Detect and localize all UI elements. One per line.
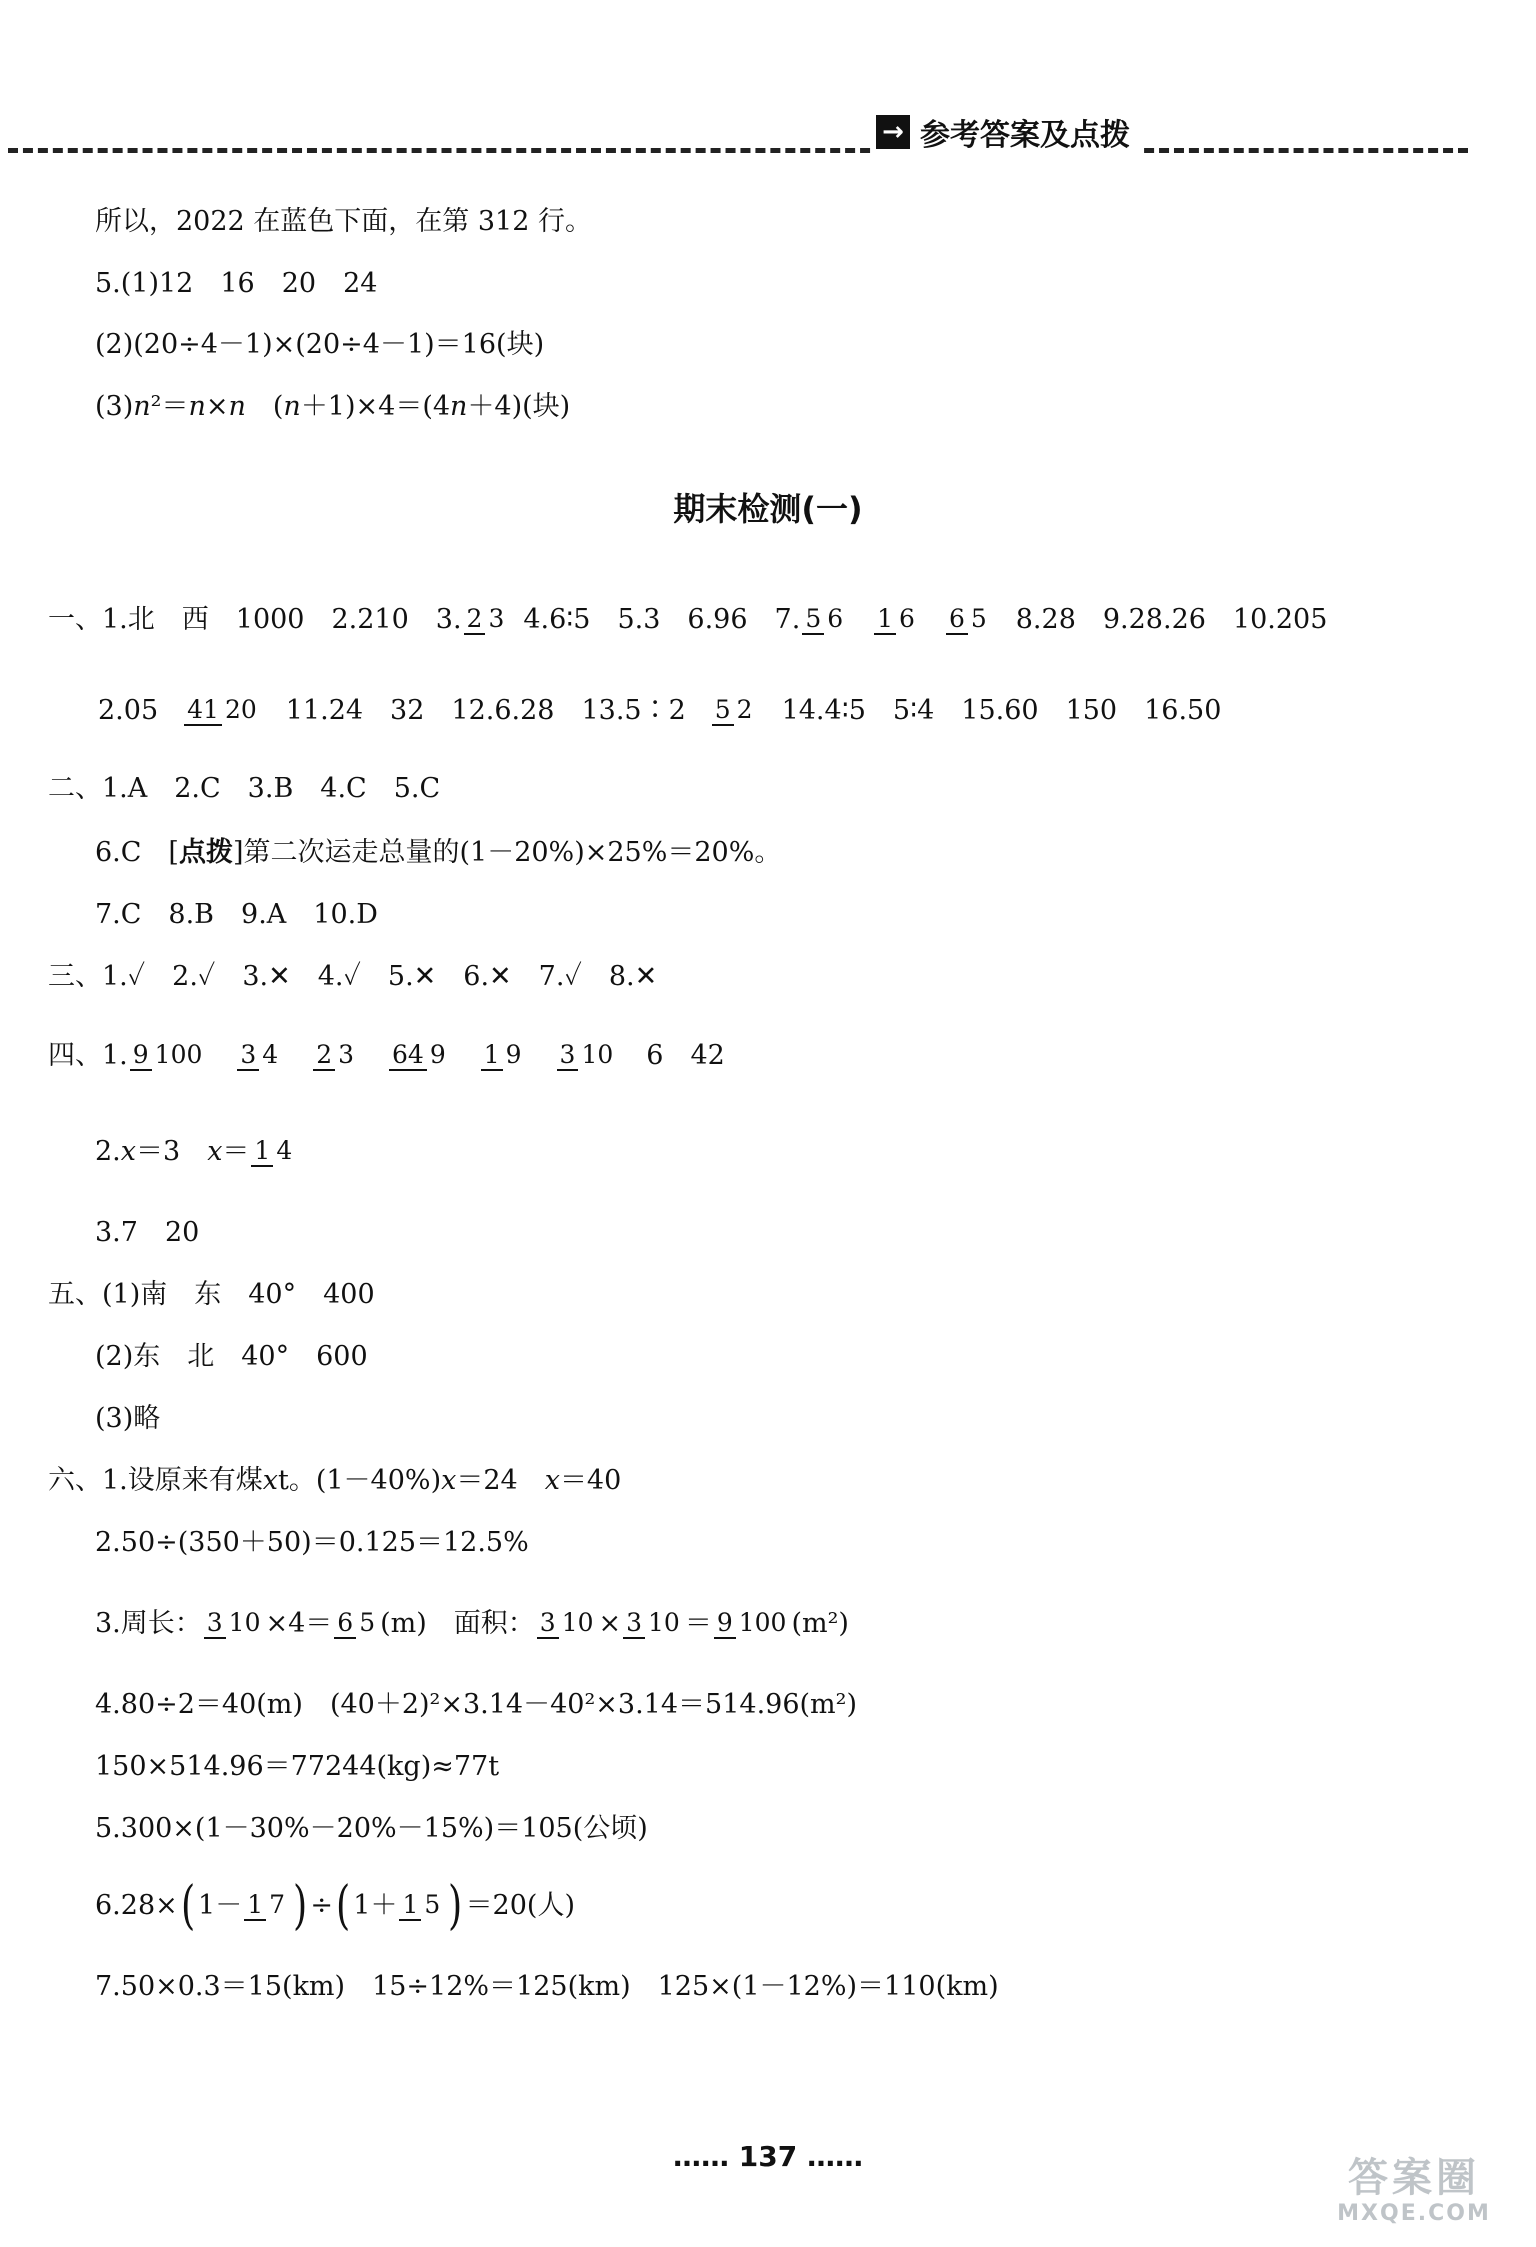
numerator: 2 bbox=[313, 1041, 335, 1071]
big-paren: ( bbox=[336, 1876, 351, 1936]
var-x: x bbox=[544, 1465, 560, 1496]
line-text: 6 42 bbox=[646, 1040, 725, 1071]
line-text: ＝20(人) bbox=[465, 1890, 575, 1921]
page-number: …… 137 …… bbox=[673, 2140, 863, 2173]
numerator: 3 bbox=[204, 1609, 226, 1639]
part5-line3 bbox=[95, 1402, 160, 1436]
numerator: 64 bbox=[389, 1041, 427, 1071]
fraction bbox=[204, 1609, 264, 1639]
fraction bbox=[389, 1041, 449, 1071]
var-x: x bbox=[207, 1136, 223, 1167]
big-paren: ) bbox=[448, 1876, 463, 1936]
denominator: 7 bbox=[269, 1890, 286, 1919]
fraction bbox=[802, 605, 846, 635]
fraction bbox=[946, 605, 990, 635]
denominator: 9 bbox=[505, 1040, 522, 1069]
fraction bbox=[712, 696, 756, 726]
numerator: 3 bbox=[537, 1609, 559, 1639]
numerator: 1 bbox=[251, 1137, 273, 1167]
fraction bbox=[130, 1041, 206, 1071]
line-text: 14.4∶5 5∶4 15.60 150 16.50 bbox=[781, 695, 1222, 726]
line-text: 所以，2022 在蓝色下面，在第 312 行。 bbox=[95, 206, 592, 237]
numerator: 5 bbox=[802, 605, 824, 635]
line-text: ＋4)(块) bbox=[467, 391, 571, 422]
numerator: 41 bbox=[184, 696, 222, 726]
fraction bbox=[537, 1609, 597, 1639]
part6-line3 bbox=[95, 1592, 849, 1656]
denominator: 6 bbox=[827, 604, 844, 633]
line-text: 2. bbox=[95, 1136, 121, 1167]
var-n: n bbox=[188, 391, 206, 422]
text-line bbox=[95, 205, 592, 239]
fraction bbox=[464, 605, 508, 635]
numerator: 2 bbox=[464, 605, 486, 635]
fraction bbox=[557, 1041, 617, 1071]
line-text: (2)(20÷4－1)×(20÷4－1)＝16(块) bbox=[95, 329, 545, 360]
line-text: 六、1.设原来有煤 bbox=[48, 1465, 263, 1496]
header-title: 参考答案及点拨 bbox=[920, 118, 1130, 153]
denominator: 10 bbox=[581, 1040, 614, 1069]
line-text: 6.C [ bbox=[95, 837, 179, 868]
fraction bbox=[244, 1891, 288, 1921]
part4-line2 bbox=[95, 1120, 297, 1184]
line-text: 150×514.96＝77244(kg)≈77t bbox=[95, 1751, 500, 1782]
numerator: 6 bbox=[946, 605, 968, 635]
numerator: 9 bbox=[714, 1609, 736, 1639]
hint-label: 点拨 bbox=[178, 837, 233, 868]
watermark-url: MXQE.COM bbox=[1337, 2201, 1491, 2226]
denominator: 4 bbox=[262, 1040, 279, 1069]
line-text: 四、1. bbox=[48, 1040, 128, 1071]
line-text: 一、1.北 西 1000 2.210 3. bbox=[48, 604, 462, 635]
line-text: ＝24 bbox=[456, 1465, 545, 1496]
line-text: 8.28 9.28.26 10.205 bbox=[1015, 604, 1328, 635]
line-text: 4.80÷2＝40(m) (40＋2)²×3.14－40²×3.14＝514.96(m²) bbox=[95, 1689, 857, 1720]
denominator: 100 bbox=[738, 1608, 787, 1637]
part1-line2 bbox=[98, 678, 1221, 744]
denominator: 10 bbox=[648, 1608, 680, 1637]
numerator: 9 bbox=[130, 1041, 152, 1071]
line-text: × bbox=[205, 391, 229, 422]
line-text: 5.300×(1－30%－20%－15%)＝105(公顷) bbox=[95, 1813, 648, 1844]
line-text: ＝3 bbox=[136, 1136, 208, 1167]
part6-line8 bbox=[95, 1970, 999, 2004]
big-paren: ( bbox=[180, 1876, 196, 1936]
line-text: 6.28× bbox=[95, 1890, 178, 1921]
part3-line1 bbox=[48, 960, 657, 994]
part5-line1 bbox=[48, 1278, 375, 1312]
fraction bbox=[874, 605, 918, 635]
part6-line2 bbox=[95, 1526, 529, 1560]
numerator: 1 bbox=[874, 605, 896, 635]
watermark-text: 答案圈 bbox=[1348, 2155, 1480, 2201]
line-text: 7.50×0.3＝15(km) 15÷12%＝125(km) 125×(1－12%)＝110(km) bbox=[95, 1971, 999, 2002]
part4-line3 bbox=[95, 1216, 199, 1250]
denominator: 5 bbox=[359, 1608, 376, 1637]
fraction bbox=[184, 696, 260, 726]
denominator: 5 bbox=[970, 604, 987, 633]
fraction bbox=[237, 1041, 281, 1071]
header bbox=[872, 110, 1142, 154]
line-text: (m²) bbox=[791, 1608, 849, 1639]
part6-line5 bbox=[95, 1750, 499, 1784]
line-text: ]第二次运走总量的(1－20%)×25%＝20%。 bbox=[232, 837, 782, 868]
line-text: 5.(1)12 16 20 24 bbox=[95, 268, 378, 299]
line-text: ＝ bbox=[684, 1608, 712, 1639]
line-text: t。(1－40%) bbox=[278, 1465, 442, 1496]
part6-line1 bbox=[48, 1464, 621, 1498]
line-text: 3.周长： bbox=[95, 1608, 202, 1639]
fraction bbox=[313, 1041, 357, 1071]
line-text: ( bbox=[245, 391, 284, 422]
line-text: (3)略 bbox=[95, 1403, 161, 1434]
text-line bbox=[95, 267, 377, 301]
part1-line1 bbox=[48, 590, 1327, 650]
line-text: × bbox=[598, 1608, 622, 1639]
line-text: (2)东 北 40° 600 bbox=[95, 1341, 368, 1372]
line-text: 1＋ bbox=[353, 1890, 398, 1921]
line-text: ²＝ bbox=[150, 391, 189, 422]
denominator: 9 bbox=[429, 1040, 446, 1069]
line-text: ＋1)×4＝(4 bbox=[300, 391, 451, 422]
header-divider bbox=[8, 148, 1468, 153]
line-text: ×4＝ bbox=[265, 1608, 333, 1639]
numerator: 3 bbox=[623, 1609, 645, 1639]
line-text: 3.7 20 bbox=[95, 1217, 200, 1248]
fraction bbox=[251, 1137, 295, 1167]
part5-line2 bbox=[95, 1340, 368, 1374]
part2-line1 bbox=[48, 772, 440, 806]
var-x: x bbox=[120, 1136, 136, 1167]
denominator: 5 bbox=[424, 1890, 441, 1919]
fraction bbox=[481, 1041, 525, 1071]
numerator: 3 bbox=[557, 1041, 579, 1071]
var-n: n bbox=[450, 391, 468, 422]
text-line bbox=[95, 390, 570, 424]
part6-line4 bbox=[95, 1688, 857, 1722]
line-text: 4.6∶5 5.3 6.96 7. bbox=[523, 604, 801, 635]
denominator: 3 bbox=[338, 1040, 355, 1069]
denominator: 100 bbox=[154, 1040, 203, 1069]
part2-line3 bbox=[95, 898, 378, 932]
fraction bbox=[714, 1609, 790, 1639]
numerator: 1 bbox=[481, 1041, 503, 1071]
numerator: 1 bbox=[399, 1891, 421, 1921]
denominator: 2 bbox=[736, 695, 753, 724]
part2-line2 bbox=[95, 836, 781, 870]
line-text: 1－ bbox=[198, 1890, 243, 1921]
numerator: 1 bbox=[244, 1891, 266, 1921]
line-text: (m) 面积： bbox=[380, 1608, 535, 1639]
var-n: n bbox=[228, 391, 246, 422]
line-text: 三、1.✓ 2.✓ 3.✕ 4.✓ 5.✕ 6.✕ 7.✓ 8.✕ bbox=[48, 961, 658, 992]
var-x: x bbox=[441, 1465, 457, 1496]
numerator: 3 bbox=[237, 1041, 259, 1071]
watermark-logo bbox=[1314, 2155, 1514, 2235]
var-n: n bbox=[133, 391, 151, 422]
line-text: 7.C 8.B 9.A 10.D bbox=[95, 899, 378, 930]
line-text: ÷ bbox=[310, 1890, 333, 1921]
denominator: 10 bbox=[228, 1608, 261, 1637]
section-title: 期末检测(一) bbox=[673, 490, 863, 528]
fraction bbox=[399, 1891, 443, 1921]
part6-line7 bbox=[95, 1874, 575, 1938]
part6-line6 bbox=[95, 1812, 648, 1846]
numerator: 5 bbox=[712, 696, 734, 726]
line-text: 2.50÷(350＋50)＝0.125＝12.5% bbox=[95, 1527, 529, 1558]
line-text: 五、(1)南 东 40° 400 bbox=[48, 1279, 375, 1310]
denominator: 4 bbox=[276, 1136, 293, 1165]
fraction bbox=[334, 1609, 378, 1639]
line-text: 2.05 bbox=[98, 695, 159, 726]
denominator: 10 bbox=[561, 1608, 594, 1637]
denominator: 20 bbox=[224, 695, 257, 724]
numerator: 6 bbox=[334, 1609, 356, 1639]
line-text: 11.24 32 12.6.28 13.5∶2 bbox=[285, 695, 686, 726]
arrow-right-icon: → bbox=[876, 115, 910, 149]
denominator: 6 bbox=[899, 604, 915, 633]
line-text: ＝40 bbox=[559, 1465, 622, 1496]
fraction bbox=[623, 1609, 683, 1639]
line-text: (3) bbox=[95, 391, 134, 422]
text-line bbox=[95, 328, 544, 362]
var-x: x bbox=[262, 1465, 278, 1496]
var-n: n bbox=[283, 391, 301, 422]
denominator: 3 bbox=[488, 604, 505, 633]
big-paren: ) bbox=[293, 1876, 308, 1936]
line-text: 二、1.A 2.C 3.B 4.C 5.C bbox=[48, 773, 441, 804]
line-text: ＝ bbox=[222, 1136, 250, 1167]
part4-line1 bbox=[48, 1024, 725, 1088]
